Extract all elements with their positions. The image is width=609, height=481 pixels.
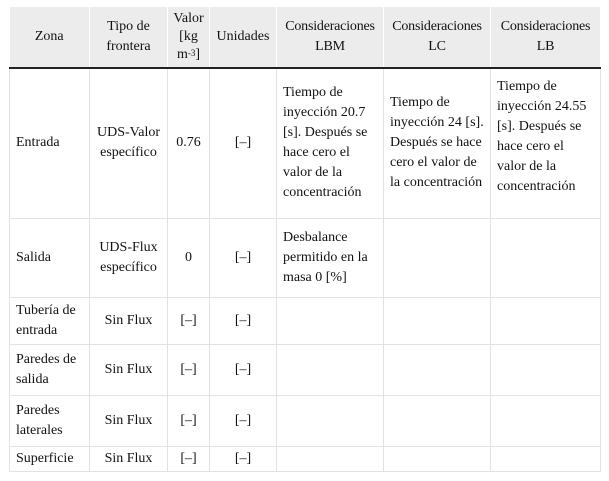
cell-tipo-frontera: Sin Flux: [90, 344, 168, 395]
cell-consideraciones-lbm: [277, 395, 384, 446]
header-valor-line1: Valor: [173, 11, 204, 26]
cell-tipo-frontera: UDS-Valor específico: [90, 68, 168, 218]
table-header: [10, 7, 601, 68]
cell-zona: Entrada: [10, 68, 90, 218]
cell-tipo-frontera: Sin Flux: [90, 395, 168, 446]
cell-consideraciones-lbm: Desbalance permitido en la masa 0 [%]: [277, 218, 384, 297]
cell-consideraciones-lb: [491, 218, 601, 297]
cell-consideraciones-lbm: [277, 344, 384, 395]
cell-consideraciones-lb: [491, 395, 601, 446]
cell-zona: Paredes de salida: [10, 344, 90, 395]
cell-unidades: [–]: [210, 446, 277, 471]
cell-consideraciones-lc: [384, 344, 491, 395]
cell-consideraciones-lc: [384, 395, 491, 446]
cell-consideraciones-lc: [384, 297, 491, 344]
header-valor-unit-base: m: [176, 47, 188, 62]
cell-consideraciones-lb: Tiempo de inyección 24.55 [s]. Después se hace cero el valor de la concentración: [491, 68, 601, 218]
header-consideraciones-lbm: [277, 7, 384, 68]
cell-consideraciones-lc: Tiempo de inyección 24 [s]. Después se hace cero el valor de la concentración: [384, 68, 491, 218]
cell-valor: 0.76: [168, 68, 210, 218]
table-body: [10, 68, 601, 471]
header-consideraciones-lc: [384, 7, 491, 68]
header-valor: [168, 7, 210, 68]
boundary-conditions-table: [9, 7, 601, 472]
header-consideraciones-lb: [491, 7, 601, 68]
cell-tipo-frontera: Sin Flux: [90, 446, 168, 471]
header-row: [10, 7, 601, 68]
cell-unidades: [–]: [210, 297, 277, 344]
table-row: [10, 297, 601, 344]
cell-zona: Tubería de entrada: [10, 297, 90, 344]
header-consideraciones-lbm-text: Consideraciones LBM: [285, 19, 375, 54]
cell-valor: [–]: [168, 395, 210, 446]
table-row: [10, 68, 601, 218]
header-valor-line3: [177, 47, 200, 62]
cell-unidades: [–]: [210, 395, 277, 446]
cell-valor: [–]: [168, 297, 210, 344]
cell-zona: Salida: [10, 218, 90, 297]
cell-unidades: [–]: [210, 218, 277, 297]
header-valor-unit-close: ]: [195, 47, 201, 62]
header-consideraciones-lb-text: Consideraciones LB: [500, 19, 591, 54]
cell-zona: Paredes laterales: [10, 395, 90, 446]
cell-consideraciones-lb: [491, 297, 601, 344]
header-consideraciones-lc-text: Consideraciones LC: [392, 19, 482, 54]
cell-consideraciones-lb: [491, 446, 601, 471]
cell-valor: [–]: [168, 344, 210, 395]
table-row: [10, 344, 601, 395]
cell-unidades: [–]: [210, 68, 277, 218]
cell-valor: 0: [168, 218, 210, 297]
cell-unidades: [–]: [210, 344, 277, 395]
cell-tipo-frontera: Sin Flux: [90, 297, 168, 344]
cell-consideraciones-lc: [384, 446, 491, 471]
cell-valor: [–]: [168, 446, 210, 471]
cell-consideraciones-lbm: Tiempo de inyección 20.7 [s]. Después se hace cero el valor de la concentración: [277, 68, 384, 218]
header-tipo-frontera: Tipo de frontera: [90, 7, 168, 68]
cell-consideraciones-lc: [384, 218, 491, 297]
cell-tipo-frontera: UDS-Flux específico: [90, 218, 168, 297]
cell-consideraciones-lbm: [277, 297, 384, 344]
cell-consideraciones-lbm: [277, 446, 384, 471]
cell-zona: Superficie: [10, 446, 90, 471]
table-row: [10, 446, 601, 471]
header-zona: Zona: [10, 7, 90, 68]
cell-consideraciones-lb: [491, 344, 601, 395]
header-valor-line2: [kg: [179, 29, 198, 44]
header-unidades: Unidades: [210, 7, 277, 68]
table-row: [10, 395, 601, 446]
table-row: [10, 218, 601, 297]
header-valor-unit-exponent: -3: [187, 48, 196, 58]
